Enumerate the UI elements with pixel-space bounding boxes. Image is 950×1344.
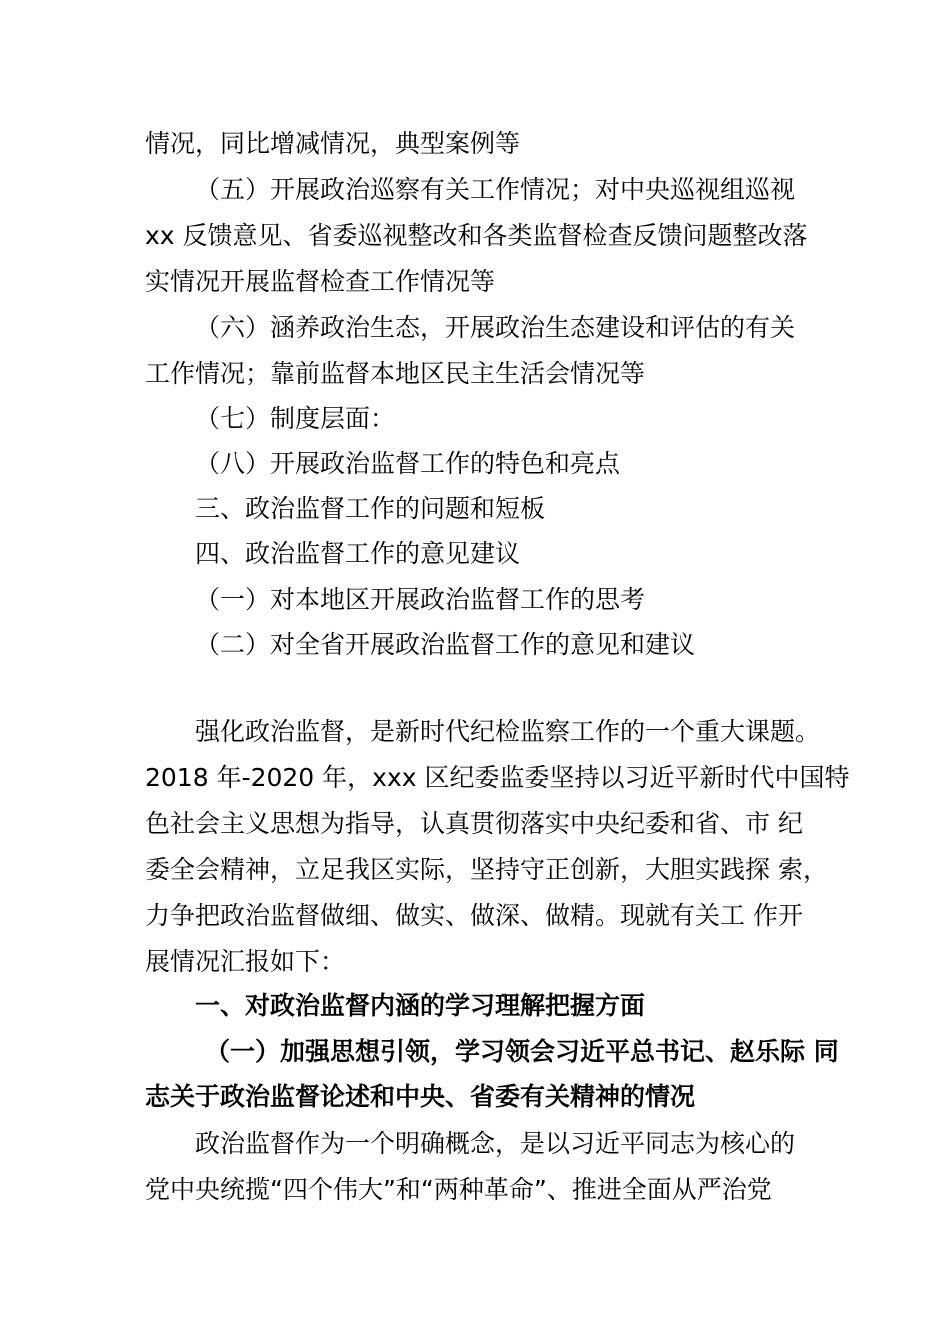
text-line-11: （一）对本地区开展政治监督工作的思考 (195, 585, 646, 614)
body-line-1: 强化政治监督，是新时代纪检监察工作的一个重大课题。 (195, 717, 821, 746)
text-line-5: （六）涵养政治生态，开展政治生态建设和评估的有关 (195, 313, 796, 342)
subsection-heading-line-2: 志关于政治监督论述和中央、省委有关精神的情况 (145, 1082, 696, 1111)
body-line-7: 政治监督作为一个明确概念，是以习近平同志为核心的 (195, 1129, 796, 1158)
section-heading-3: 三、政治监督工作的问题和短板 (195, 494, 546, 523)
body-line-2: 2018 年-2020 年，xxx 区纪委监委坚持以习近平新时代中国特 (145, 763, 850, 792)
body-line-6: 展情况汇报如下： (145, 947, 346, 976)
text-line-7: （七）制度层面： (195, 404, 396, 433)
body-line-8: 党中央统揽“四个伟大”和“两种革命”、推进全面从严治党 (145, 1175, 772, 1204)
body-line-3: 色社会主义思想为指导，认真贯彻落实中央纪委和省、市 纪 (145, 809, 803, 838)
text-line-4: 实情况开展监督检查工作情况等 (145, 267, 496, 296)
body-line-5: 力争把政治监督做细、做实、做深、做精。现就有关工 作开 (145, 901, 803, 930)
text-line-2: （五）开展政治巡察有关工作情况；对中央巡视组巡视 (195, 175, 796, 204)
text-line-3: xx 反馈意见、省委巡视整改和各类监督检查反馈问题整改落 (145, 221, 808, 250)
text-line-12: （二）对全省开展政治监督工作的意见和建议 (195, 630, 696, 659)
section-heading-1: 一、对政治监督内涵的学习理解把握方面 (195, 991, 646, 1020)
subsection-heading-line-1: （一）加强思想引领，学习领会习近平总书记、赵乐际 同 (205, 1037, 839, 1066)
text-line-8: （八）开展政治监督工作的特色和亮点 (195, 449, 621, 478)
section-heading-4: 四、政治监督工作的意见建议 (195, 539, 521, 568)
text-line-6: 工作情况；靠前监督本地区民主生活会情况等 (145, 359, 646, 388)
text-line-1: 情况，同比增减情况，典型案例等 (145, 129, 521, 158)
body-line-4: 委全会精神，立足我区实际，坚持守正创新，大胆实践探 索， (145, 855, 828, 884)
